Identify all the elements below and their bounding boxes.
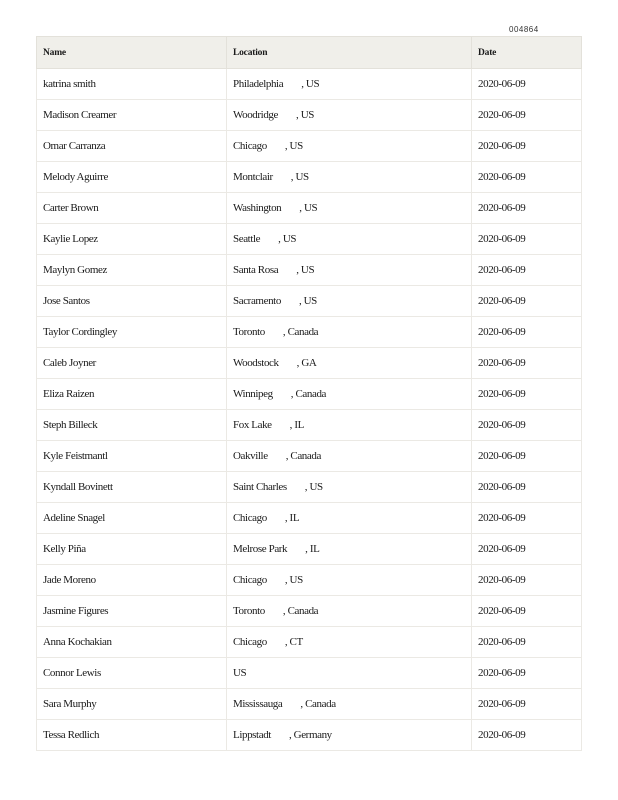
location-cell xyxy=(227,565,472,596)
location-region: , US xyxy=(298,295,317,307)
table-row xyxy=(37,410,582,441)
date-cell: 2020-06-09 xyxy=(472,286,582,317)
date-cell: 2020-06-09 xyxy=(472,410,582,441)
signature-table xyxy=(36,36,582,751)
location-region: , IL xyxy=(305,543,320,555)
location-region: , Germany xyxy=(288,729,332,741)
name-cell: Kelly Piña xyxy=(37,534,227,565)
date-cell: 2020-06-09 xyxy=(472,379,582,410)
date-cell: 2020-06-09 xyxy=(472,441,582,472)
location-region: , Canada xyxy=(282,326,319,338)
location-cell xyxy=(227,162,472,193)
date-cell: 2020-06-09 xyxy=(472,193,582,224)
date-cell: 2020-06-09 xyxy=(472,503,582,534)
table-row xyxy=(37,441,582,472)
date-cell: 2020-06-09 xyxy=(472,658,582,689)
table-row xyxy=(37,348,582,379)
name-cell: Taylor Cordingley xyxy=(37,317,227,348)
location-region: , Canada xyxy=(290,388,327,400)
location-region: , US xyxy=(301,78,320,90)
location-cell xyxy=(227,379,472,410)
location-region: , US xyxy=(278,233,297,245)
location-city: Woodridge xyxy=(233,109,279,121)
location-cell xyxy=(227,658,472,689)
header-row xyxy=(37,37,582,69)
name-cell: Madison Creamer xyxy=(37,100,227,131)
location-city: Santa Rosa xyxy=(233,264,279,276)
location-city: Woodstock xyxy=(233,357,279,369)
table-body xyxy=(37,69,582,751)
name-cell: katrina smith xyxy=(37,69,227,100)
table-row xyxy=(37,379,582,410)
location-city: Melrose Park xyxy=(233,543,288,555)
location-region: , IL xyxy=(284,512,300,524)
location-region: , US xyxy=(284,574,303,586)
location-cell xyxy=(227,100,472,131)
table-row xyxy=(37,162,582,193)
location-city: Philadelphia xyxy=(233,78,284,90)
location-region: , US xyxy=(284,140,303,152)
name-cell: Caleb Joyner xyxy=(37,348,227,379)
table-row xyxy=(37,193,582,224)
date-cell: 2020-06-09 xyxy=(472,131,582,162)
location-region: , US xyxy=(304,481,323,493)
location-region: , CT xyxy=(284,636,303,648)
location-city: Chicago xyxy=(233,574,267,586)
date-column-header: Date xyxy=(472,37,582,69)
date-cell: 2020-06-09 xyxy=(472,348,582,379)
name-cell: Steph Billeck xyxy=(37,410,227,441)
location-city: Montclair xyxy=(233,171,273,183)
location-cell xyxy=(227,255,472,286)
date-cell: 2020-06-09 xyxy=(472,627,582,658)
location-cell xyxy=(227,720,472,751)
location-region: , US xyxy=(299,202,318,214)
location-cell xyxy=(227,131,472,162)
name-cell: Jasmine Figures xyxy=(37,596,227,627)
location-cell xyxy=(227,286,472,317)
name-cell: Jose Santos xyxy=(37,286,227,317)
name-column-header: Name xyxy=(37,37,227,69)
location-cell xyxy=(227,627,472,658)
date-cell: 2020-06-09 xyxy=(472,472,582,503)
name-cell: Jade Moreno xyxy=(37,565,227,596)
date-cell: 2020-06-09 xyxy=(472,720,582,751)
location-city: Fox Lake xyxy=(233,419,272,431)
location-city: Chicago xyxy=(233,512,267,524)
table-row xyxy=(37,689,582,720)
date-cell: 2020-06-09 xyxy=(472,317,582,348)
location-region: , Canada xyxy=(285,450,321,462)
name-cell: Maylyn Gomez xyxy=(37,255,227,286)
table-row xyxy=(37,565,582,596)
date-cell: 2020-06-09 xyxy=(472,255,582,286)
table-row xyxy=(37,131,582,162)
name-cell: Tessa Redlich xyxy=(37,720,227,751)
location-region: , US xyxy=(296,264,315,276)
location-region: , Canada xyxy=(282,605,319,617)
name-cell: Kaylie Lopez xyxy=(37,224,227,255)
date-cell: 2020-06-09 xyxy=(472,69,582,100)
name-cell: Anna Kochakian xyxy=(37,627,227,658)
location-city: Sacramento xyxy=(233,295,281,307)
date-cell: 2020-06-09 xyxy=(472,689,582,720)
table-header xyxy=(37,37,582,69)
table-row xyxy=(37,69,582,100)
name-cell: Kyle Feistmantl xyxy=(37,441,227,472)
location-city: Seattle xyxy=(233,233,261,245)
location-column-header: Location xyxy=(227,37,472,69)
date-cell: 2020-06-09 xyxy=(472,100,582,131)
location-cell xyxy=(227,503,472,534)
date-cell: 2020-06-09 xyxy=(472,565,582,596)
location-cell xyxy=(227,410,472,441)
location-city: Toronto xyxy=(233,605,265,617)
location-city: Mississauga xyxy=(233,698,283,710)
name-cell: Melody Aguirre xyxy=(37,162,227,193)
page-id-label: 004864 xyxy=(509,25,539,34)
table-row xyxy=(37,317,582,348)
date-cell: 2020-06-09 xyxy=(472,596,582,627)
location-region: , IL xyxy=(289,419,304,431)
name-cell: Omar Carranza xyxy=(37,131,227,162)
location-region: US xyxy=(233,667,247,679)
location-city: Lippstadt xyxy=(233,729,271,741)
date-cell: 2020-06-09 xyxy=(472,534,582,565)
table-row xyxy=(37,720,582,751)
name-cell: Sara Murphy xyxy=(37,689,227,720)
location-region: , US xyxy=(290,171,309,183)
date-cell: 2020-06-09 xyxy=(472,162,582,193)
location-city: Winnipeg xyxy=(233,388,273,400)
table-row xyxy=(37,503,582,534)
location-city: Toronto xyxy=(233,326,265,338)
location-city: Chicago xyxy=(233,636,267,648)
name-cell: Kyndall Bovinett xyxy=(37,472,227,503)
location-region: , Canada xyxy=(300,698,336,710)
location-city: Oakville xyxy=(233,450,268,462)
location-city: Saint Charles xyxy=(233,481,287,493)
name-cell: Connor Lewis xyxy=(37,658,227,689)
location-cell xyxy=(227,596,472,627)
date-cell: 2020-06-09 xyxy=(472,224,582,255)
location-city: Chicago xyxy=(233,140,267,152)
location-cell xyxy=(227,193,472,224)
location-cell xyxy=(227,317,472,348)
table-row xyxy=(37,224,582,255)
table-row xyxy=(37,534,582,565)
location-cell xyxy=(227,534,472,565)
location-cell xyxy=(227,689,472,720)
location-cell xyxy=(227,441,472,472)
table-row xyxy=(37,255,582,286)
location-cell xyxy=(227,348,472,379)
location-city: Washington xyxy=(233,202,282,214)
table-row xyxy=(37,100,582,131)
location-region: , US xyxy=(296,109,314,121)
table-row xyxy=(37,472,582,503)
table-row xyxy=(37,627,582,658)
name-cell: Adeline Snagel xyxy=(37,503,227,534)
location-region: , GA xyxy=(296,357,317,369)
name-cell: Eliza Raizen xyxy=(37,379,227,410)
location-cell xyxy=(227,224,472,255)
location-cell xyxy=(227,69,472,100)
table-row xyxy=(37,658,582,689)
table-row xyxy=(37,596,582,627)
table-row xyxy=(37,286,582,317)
name-cell: Carter Brown xyxy=(37,193,227,224)
location-cell xyxy=(227,472,472,503)
